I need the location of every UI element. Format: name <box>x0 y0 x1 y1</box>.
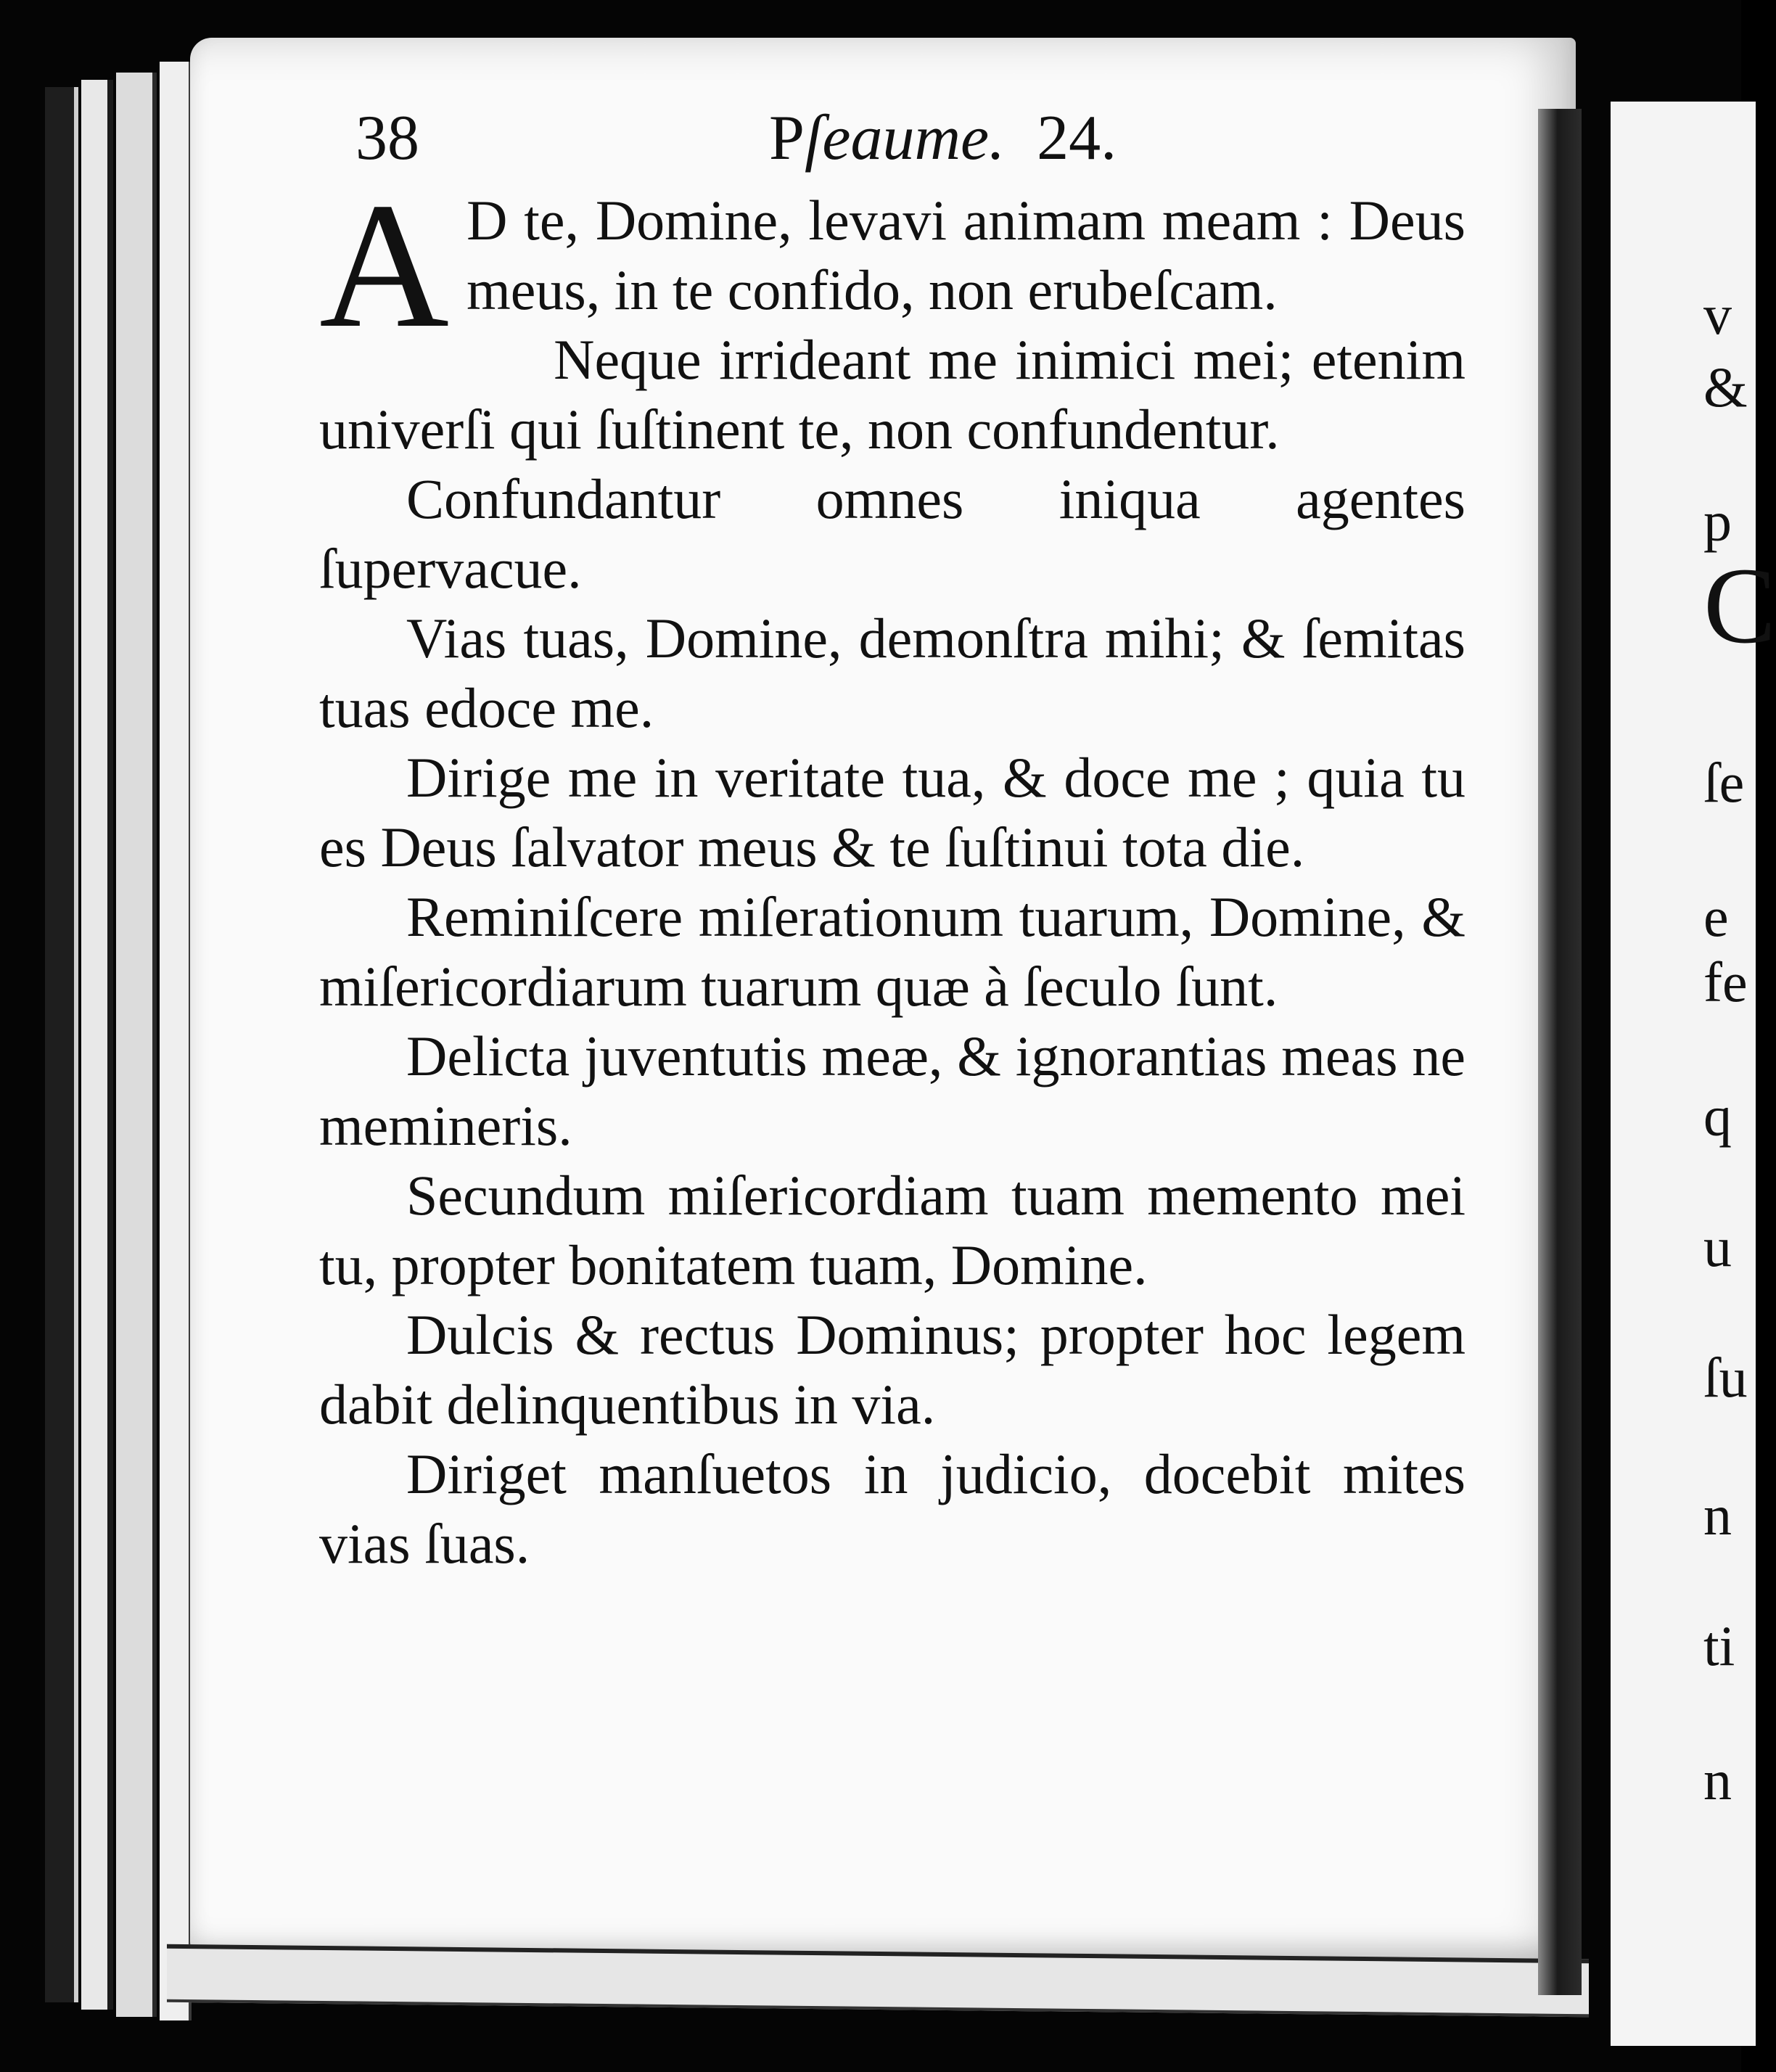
facing-fragment: p <box>1703 490 1732 553</box>
verse: Confundantur omnes iniqua agentes ſupervacue. <box>319 467 1465 600</box>
verse: Vias tuas, Domine, demonſtra mihi; & ſemitas tuas edoce me. <box>319 607 1465 739</box>
page-header <box>355 102 1444 181</box>
facing-fragment: ſe <box>1703 751 1745 814</box>
facing-fragment: fe <box>1703 950 1748 1014</box>
running-title-italic: ſeaume. <box>804 103 1006 173</box>
running-title <box>769 102 1117 175</box>
book-edge <box>116 73 157 2017</box>
facing-fragment: ſu <box>1703 1346 1748 1409</box>
psalm-text <box>319 165 1465 1579</box>
book-edge <box>160 62 192 2020</box>
facing-fragment: & <box>1703 355 1748 419</box>
verse <box>319 165 1465 365</box>
facing-fragment: u <box>1703 1215 1732 1278</box>
page-number: 38 <box>355 103 419 173</box>
facing-fragment: q <box>1703 1085 1732 1148</box>
verse: Neque irrideant me inimici mei; etenim univerſi qui ſuſtinent te, non confundentur. <box>319 328 1465 461</box>
verse: Diriget manſuetos in judicio, docebit mites vias ſuas. <box>319 1442 1465 1575</box>
facing-fragment: n <box>1703 1484 1732 1547</box>
facing-fragment: n <box>1703 1748 1732 1812</box>
verse: Dirige me in veritate tua, & doce me ; quia tu es Deus ſalvator meus & te ſuſtinui tota die. <box>319 746 1465 879</box>
verse: Secundum miſericordiam tuam memento mei tu, propter bonitatem tuam, Domine. <box>319 1164 1465 1296</box>
psalm-number: 24. <box>1037 103 1117 173</box>
facing-fragment: v <box>1703 283 1732 346</box>
facing-fragment: C <box>1703 546 1776 666</box>
facing-fragment: e <box>1703 885 1729 948</box>
facing-page-fragments <box>1703 0 1776 2072</box>
book-gutter <box>1538 109 1582 1995</box>
verse: Reminiſcere miſerationum tuarum, Domine, & miſericordiarum tuarum quæ à ſeculo ſunt. <box>319 885 1465 1018</box>
facing-fragment: ti <box>1703 1614 1735 1677</box>
verse: Delicta juventutis meæ, & ignorantias meas ne memineris. <box>319 1024 1465 1157</box>
verse: Dulcis & rectus Dominus; propter hoc legem dabit delinquentibus in via. <box>319 1303 1465 1436</box>
drop-cap: A <box>319 165 450 365</box>
verse-text: D te, Domine, levavi animam meam : Deus meus, in te confido, non erubeſcam. <box>466 189 1465 321</box>
book-edge <box>81 80 113 2010</box>
running-title-prefix: P <box>769 103 805 173</box>
book-edge <box>45 87 78 2002</box>
